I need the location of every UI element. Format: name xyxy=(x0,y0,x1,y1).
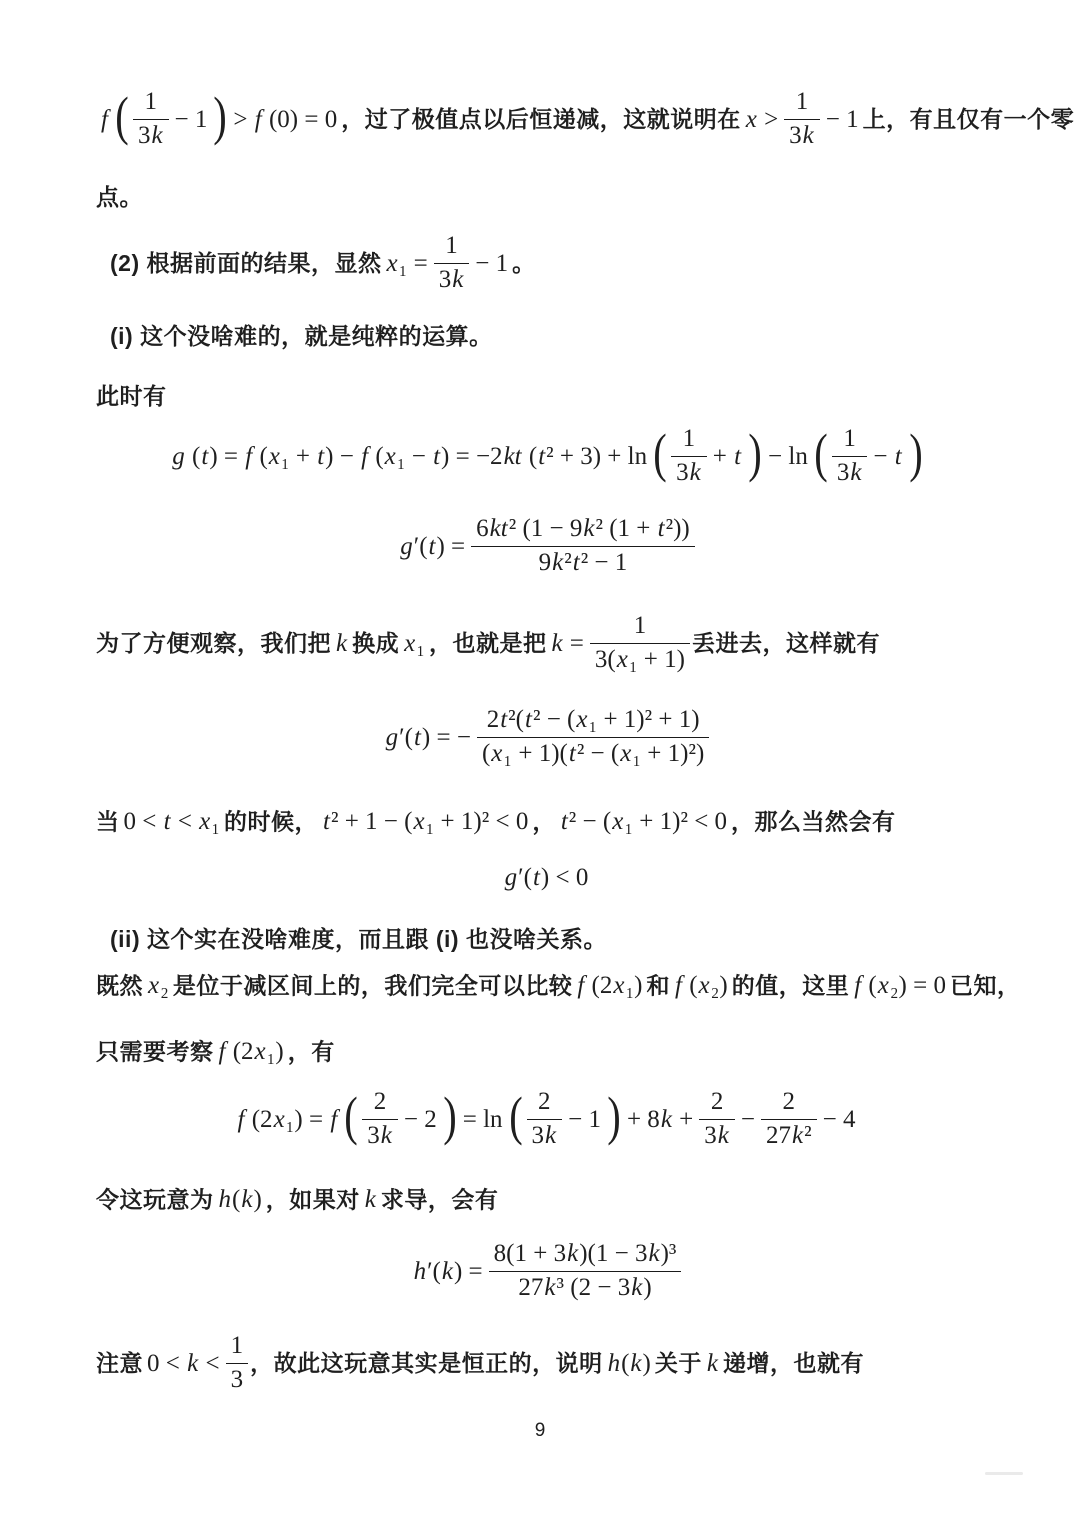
fraction-numerator xyxy=(590,612,690,643)
text-run: ，也就是把 xyxy=(428,629,547,656)
text-run: 只需要考察 xyxy=(96,1038,214,1065)
math-variable: f xyxy=(245,442,253,470)
math-variable: k xyxy=(802,121,814,149)
math-variable: x xyxy=(386,249,398,277)
math-variable: g xyxy=(400,532,413,560)
math-variable: x xyxy=(268,442,280,470)
fraction xyxy=(759,1088,819,1151)
math-run xyxy=(331,630,352,657)
math-variable: f xyxy=(854,972,862,999)
fraction xyxy=(469,515,697,578)
text-run: ，过了极值点以后恒递减，这就说明在 xyxy=(341,105,741,132)
math-run: 1 xyxy=(843,425,856,452)
math-run: 3k xyxy=(367,1121,392,1149)
math-variable: t xyxy=(568,739,576,767)
math-function: ln xyxy=(788,442,808,470)
fraction-numerator xyxy=(471,515,695,546)
fraction xyxy=(360,1088,400,1151)
fraction xyxy=(487,1240,684,1303)
math-function: ln xyxy=(483,1105,503,1133)
fraction-numerator xyxy=(133,88,169,119)
math-run: 3k xyxy=(676,458,701,486)
text-run: ，故此这玩意其实是恒正的，说明 xyxy=(250,1349,603,1376)
math-run: − t xyxy=(873,442,902,470)
math-run: 1 xyxy=(682,425,696,452)
math-run: 1 xyxy=(795,88,809,115)
text-run: 既然 xyxy=(96,972,143,999)
text-run: ，那么当然会有 xyxy=(731,808,896,835)
math-variable: t xyxy=(532,864,540,891)
scan-artifact-line xyxy=(985,1472,1023,1475)
math-run: k = xyxy=(551,629,584,657)
text-run: ，如果对 xyxy=(265,1186,360,1213)
paragraph xyxy=(96,806,996,837)
math-function: ln xyxy=(627,442,648,470)
math-run: 3k xyxy=(438,265,464,293)
math-variable: x xyxy=(148,972,160,999)
math-variable: k xyxy=(567,1240,579,1267)
text-run: ，有 xyxy=(287,1038,335,1065)
fraction xyxy=(697,1088,737,1151)
text-run: 求导，会有 xyxy=(380,1186,499,1213)
paragraph xyxy=(96,612,996,675)
math-variable: h xyxy=(218,1186,231,1213)
math-run: 3k xyxy=(704,1121,729,1149)
math-variable: t xyxy=(201,442,209,470)
math-run: f (2x₁) xyxy=(218,1038,284,1065)
page-number: 9 xyxy=(534,1420,546,1441)
math-variable: k xyxy=(364,1186,376,1213)
text-run: 丢进去，这样就有 xyxy=(691,629,880,656)
fraction-numerator xyxy=(527,1088,563,1119)
paragraph xyxy=(96,970,1021,1001)
text-run: 。 xyxy=(512,249,536,276)
math-run: h(k) xyxy=(607,1349,651,1377)
math-run: 3k xyxy=(531,1121,557,1149)
math-run: 0 < k < xyxy=(147,1349,220,1377)
text-run: 的时候， xyxy=(224,808,318,835)
math-variable: f xyxy=(237,1105,245,1133)
fraction-numerator xyxy=(362,1088,398,1119)
math-run xyxy=(96,106,113,133)
math-run: − 4 xyxy=(822,1105,856,1133)
math-run xyxy=(702,1350,723,1377)
paragraph xyxy=(96,322,996,351)
fraction-denominator xyxy=(832,456,868,488)
math-run: − ln xyxy=(768,442,808,470)
math-run: f (2x₁) = f xyxy=(237,1105,338,1133)
text-run: 关于 xyxy=(654,1349,702,1376)
math-run: 3k xyxy=(789,121,814,149)
math-run: 1 xyxy=(633,612,647,639)
text-run: ， xyxy=(532,808,556,835)
math-run: g (t) = f (x₁ + t) − f (x₁ − t) = −2kt (t² + 3) + ln xyxy=(172,442,648,470)
math-variable: t xyxy=(560,808,568,835)
text-run: 为了方便观察，我们把 xyxy=(96,629,331,656)
math-variable: t xyxy=(538,442,546,470)
math-run: f (2x₁) xyxy=(577,972,643,999)
fraction xyxy=(525,1088,565,1151)
math-run: 1 xyxy=(230,1332,244,1359)
math-variable: k xyxy=(551,629,563,657)
paragraph xyxy=(96,232,996,295)
math-variable: k xyxy=(660,1105,672,1133)
math-run: g′(t) = xyxy=(400,532,466,560)
math-run: f (x₂) xyxy=(675,972,728,999)
fraction-denominator xyxy=(133,119,169,151)
math-variable: t xyxy=(428,532,436,560)
fraction xyxy=(131,88,171,151)
math-run: x₁ xyxy=(404,629,425,657)
math-variable: k xyxy=(552,548,564,576)
math-variable: kt xyxy=(489,515,508,542)
text-run: (2) 根据前面的结果，显然 xyxy=(110,249,382,276)
math-run: h(k) xyxy=(218,1186,262,1213)
fraction-numerator xyxy=(489,1240,682,1271)
math-run: > f (0) = 0 xyxy=(233,105,338,133)
fraction-denominator xyxy=(362,1119,398,1151)
math-variable: t xyxy=(433,442,441,470)
math-run: − 1 xyxy=(174,105,208,133)
math-variable: k xyxy=(151,121,163,149)
math-variable: t xyxy=(163,808,171,835)
math-run: 27k³ (2 − 3k) xyxy=(518,1273,652,1301)
math-variable: k xyxy=(441,1257,453,1285)
math-variable: k xyxy=(717,1121,729,1149)
equation-block: g (t) = f (x₁ + t) − f (x₁ − t) = −2kt (t² + 3) + ln ( $\frac{1}{3k}$ + t ) − ln ( $\frac{1}{3k}$ − t ) xyxy=(96,425,996,488)
paragraph xyxy=(96,1184,996,1215)
equation-block xyxy=(96,706,996,769)
fraction xyxy=(588,612,692,675)
math-run: t² + 1 − (x₁ + 1)² < 0 xyxy=(323,808,529,835)
text-run: (i) 这个没啥难的，就是纯粹的运算。 xyxy=(110,323,493,349)
math-variable: k xyxy=(850,458,862,486)
math-variable: x xyxy=(199,808,211,835)
fraction-denominator xyxy=(784,119,820,151)
math-run: 8(1 + 3k)(1 − 3k)³ xyxy=(493,1240,677,1267)
math-variable: x xyxy=(273,1105,285,1133)
math-run: 2 xyxy=(710,1088,724,1115)
math-variable: x xyxy=(698,972,710,999)
math-run: + t xyxy=(712,442,742,470)
math-variable: x xyxy=(384,442,396,470)
math-run: 2 xyxy=(538,1088,551,1115)
math-variable: k xyxy=(544,1273,556,1301)
math-run: 0 < t < x₁ xyxy=(123,808,220,835)
fraction-numerator xyxy=(832,425,868,456)
math-variable: f xyxy=(254,105,262,133)
math-run: 6kt² (1 − 9k² (1 + t²)) xyxy=(476,515,690,542)
paragraph xyxy=(96,183,996,212)
fraction-denominator xyxy=(590,643,690,675)
math-variable: x xyxy=(877,972,889,999)
fraction xyxy=(432,232,472,295)
math-run: − xyxy=(740,1105,755,1133)
fraction-denominator xyxy=(226,1363,249,1395)
math-variable: f xyxy=(361,442,369,470)
equation-block: f (2x₁) = f ( $\frac{2}{3k}$ − 2 ) = ln ( $\frac{2}{3k}$ − 1 ) + 8k + $\frac{2}{3k}$ − $\frac{2}{\text{27k²}}$ − 4 xyxy=(96,1088,996,1151)
math-variable: g xyxy=(385,723,399,751)
math-variable: k xyxy=(631,1273,643,1301)
math-variable: x xyxy=(612,808,624,835)
fraction-denominator xyxy=(761,1119,817,1151)
paragraph xyxy=(96,925,996,954)
text-run: 的值，这里 xyxy=(731,972,850,999)
math-run: 3k xyxy=(137,121,163,149)
math-run: x₁ = xyxy=(386,249,428,277)
fraction-denominator xyxy=(527,1119,563,1151)
math-variable: k xyxy=(706,1349,718,1377)
math-variable: t xyxy=(413,723,421,751)
math-variable: x xyxy=(620,739,632,767)
equation-block xyxy=(96,515,996,578)
math-run: 2 xyxy=(373,1088,387,1115)
fraction-denominator xyxy=(477,737,709,769)
math-run: x₂ xyxy=(148,972,169,999)
math-variable: k xyxy=(241,1186,253,1213)
math-variable: x xyxy=(576,706,588,733)
fraction-denominator xyxy=(671,456,707,488)
math-variable: k xyxy=(452,265,464,293)
math-variable: x xyxy=(745,105,757,133)
text-run: 上，有且仅有一个零 xyxy=(862,105,1075,132)
math-variable: h xyxy=(607,1349,621,1377)
math-variable: t xyxy=(323,808,330,835)
math-variable: f xyxy=(577,972,585,999)
math-variable: x xyxy=(254,1038,266,1065)
math-variable: kt xyxy=(503,442,522,470)
math-run: g′(t) < 0 xyxy=(504,864,589,891)
text-run: 点。 xyxy=(96,184,143,210)
math-variable: t xyxy=(525,706,532,733)
math-variable: t xyxy=(500,706,508,733)
math-variable: k xyxy=(187,1349,199,1377)
math-variable: t xyxy=(572,548,580,576)
text-run: 注意 xyxy=(96,1349,143,1376)
math-run: − 1 xyxy=(475,249,509,277)
math-variable: x xyxy=(413,808,425,835)
math-run: 9k²t² − 1 xyxy=(538,548,628,576)
math-run: + 8k + xyxy=(626,1105,694,1133)
text-run: 是位于减区间上的，我们完全可以比较 xyxy=(172,972,573,999)
math-variable: k xyxy=(583,515,595,542)
math-run: 2 xyxy=(782,1088,796,1115)
math-run: 3k xyxy=(836,458,862,486)
math-variable: t xyxy=(734,442,742,470)
fraction-denominator xyxy=(489,1271,682,1303)
math-variable: x xyxy=(404,629,416,657)
fraction-numerator xyxy=(671,425,707,456)
math-variable: g xyxy=(172,442,185,470)
equation-block xyxy=(96,862,996,893)
fraction xyxy=(782,88,822,151)
fraction xyxy=(475,706,711,769)
fraction-denominator xyxy=(434,263,470,295)
fraction-denominator xyxy=(699,1119,735,1151)
math-run: − 1 xyxy=(825,105,859,133)
math-variable: f xyxy=(218,1038,226,1065)
math-run: = ln xyxy=(462,1105,503,1133)
paragraph xyxy=(96,382,996,411)
text-run: 此时有 xyxy=(96,383,167,409)
text-run: 当 xyxy=(96,808,120,835)
math-run: h′(k) = xyxy=(413,1257,483,1285)
fraction-denominator xyxy=(471,546,695,578)
math-variable: h xyxy=(413,1257,427,1285)
fraction-numerator xyxy=(699,1088,735,1119)
text-run: 换成 xyxy=(352,629,400,656)
text-run: 令这玩意为 xyxy=(96,1186,214,1213)
fraction xyxy=(224,1332,251,1395)
text-run: 已知， xyxy=(949,972,1021,999)
math-variable: k xyxy=(689,458,701,486)
math-variable: k xyxy=(630,1349,642,1377)
math-variable: g xyxy=(504,864,518,891)
paragraph xyxy=(96,1332,996,1395)
math-variable: x xyxy=(613,972,625,999)
fraction-numerator xyxy=(226,1332,249,1363)
text-run: 递增，也就有 xyxy=(722,1349,864,1376)
math-variable: k xyxy=(336,629,348,657)
fraction xyxy=(669,425,709,488)
math-variable: x xyxy=(616,645,628,673)
fraction-numerator xyxy=(477,706,709,737)
math-variable: t xyxy=(894,442,902,470)
math-variable: x xyxy=(491,739,503,767)
math-variable: k xyxy=(792,1121,804,1149)
math-run: 27k² xyxy=(766,1121,812,1149)
math-run: 1 xyxy=(445,232,458,259)
equation-block xyxy=(96,1240,996,1303)
math-variable: k xyxy=(545,1121,557,1149)
math-variable: f xyxy=(101,105,108,133)
text-run: (ii) 这个实在没啥难度，而且跟 (i) 也没啥关系。 xyxy=(110,926,607,952)
math-variable: t xyxy=(317,442,325,470)
math-run: (x₁ + 1)(t² − (x₁ + 1)²) xyxy=(481,739,705,767)
math-run: t² − (x₁ + 1)² < 0 xyxy=(560,808,728,835)
fraction-numerator xyxy=(784,88,820,119)
fraction xyxy=(830,425,870,488)
math-variable: f xyxy=(330,1105,338,1133)
math-run: x > xyxy=(745,105,779,133)
math-variable: k xyxy=(380,1121,392,1149)
math-run: 2t²(t² − (x₁ + 1)² + 1) xyxy=(486,706,700,733)
math-variable: t xyxy=(657,515,665,542)
math-variable: f xyxy=(675,972,682,999)
fraction-numerator xyxy=(434,232,470,263)
math-variable: k xyxy=(648,1240,660,1267)
text-run: 和 xyxy=(646,972,671,999)
math-run: 1 xyxy=(144,88,157,115)
math-run: − 1 xyxy=(568,1105,601,1133)
math-run: 3(x₁ + 1) xyxy=(594,645,685,673)
math-run: 3 xyxy=(230,1365,244,1393)
math-run: − 2 xyxy=(403,1105,437,1133)
math-run xyxy=(360,1186,381,1213)
math-run: g′(t) = − xyxy=(385,723,471,751)
math-run: f (x₂) = 0 xyxy=(854,972,946,999)
paragraph xyxy=(96,1036,996,1067)
paragraph: f ( $\frac{1}{3k}$ − 1 ) > f (0) = 0 ，过了极值点以后恒递减，这就说明在 x > $\frac{1}{3k}$ − 1 上，有且仅有一个零 xyxy=(96,88,996,151)
fraction-numerator xyxy=(761,1088,817,1119)
